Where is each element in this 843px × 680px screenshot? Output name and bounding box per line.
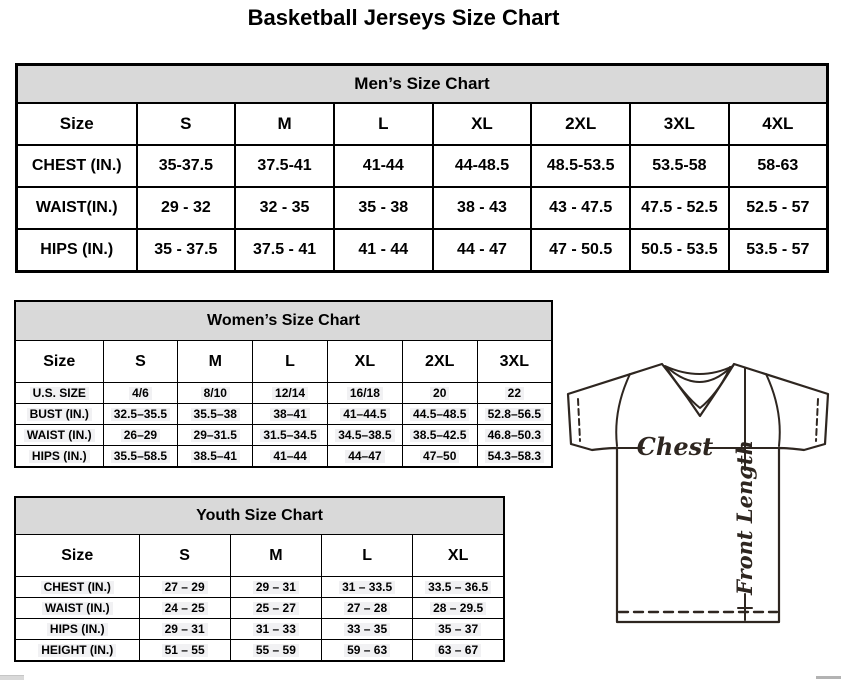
- measurement-value: 35.5–38: [191, 408, 240, 422]
- measurement-label: CHEST (IN.): [31, 157, 122, 174]
- chart-title: Women’s Size Chart: [15, 301, 552, 341]
- measurement-value-cell: [433, 187, 532, 229]
- measurement-value-cell: [230, 619, 321, 640]
- measurement-label: CHEST (IN.): [41, 581, 114, 595]
- measurement-value: 47.5 - 52.5: [641, 199, 718, 216]
- measurement-value: 43 - 47.5: [549, 199, 613, 216]
- measurement-value-cell: [334, 145, 433, 187]
- page-title: Basketball Jerseys Size Chart: [247, 5, 560, 30]
- measurement-value: 41 - 44: [358, 241, 409, 258]
- measurement-row: [15, 404, 552, 425]
- size-column-header: 2XL: [402, 341, 477, 383]
- measurement-label: HIPS (IN.): [40, 241, 114, 258]
- size-column-header: S: [139, 535, 230, 577]
- left-cuff-dashed-line: [578, 399, 580, 441]
- measurement-value: 63 – 67: [435, 644, 481, 658]
- size-column-header: XL: [413, 535, 504, 577]
- jersey-measurement-diagram: [560, 358, 840, 628]
- measurement-value: 20: [430, 387, 449, 401]
- chart-title-band: [17, 65, 828, 104]
- measurement-value-cell: [139, 640, 230, 662]
- measurement-value: 28 – 29.5: [430, 602, 486, 616]
- measurement-value-cell: [253, 425, 328, 446]
- measurement-value-cell: [630, 187, 729, 229]
- measurement-value: 54.3–58.3: [485, 450, 544, 464]
- size-header-row: [17, 103, 828, 145]
- size-column-header: XL: [433, 103, 532, 145]
- measurement-value: 31 – 33: [253, 623, 299, 637]
- size-header-row: [15, 341, 552, 383]
- measurement-value-cell: [137, 187, 236, 229]
- measurement-row: [15, 425, 552, 446]
- measurement-value: 4/6: [129, 387, 152, 401]
- size-column-header: M: [178, 341, 253, 383]
- measurement-value-cell: [729, 229, 828, 272]
- measurement-row: [15, 640, 504, 662]
- size-column-header: XL: [327, 341, 402, 383]
- measurement-label: WAIST (IN.): [42, 602, 113, 616]
- measurement-value: 33 – 35: [344, 623, 390, 637]
- measurement-label-cell: [17, 145, 137, 187]
- measurement-value-cell: [402, 425, 477, 446]
- size-column-header: L: [253, 341, 328, 383]
- measurement-label-cell: [15, 640, 139, 662]
- measurement-value-cell: [178, 446, 253, 468]
- measurement-value-cell: [413, 598, 504, 619]
- measurement-value: 24 – 25: [162, 602, 208, 616]
- measurement-value-cell: [178, 383, 253, 404]
- measurement-row: [15, 619, 504, 640]
- measurement-value: 29–31.5: [191, 429, 240, 443]
- measurement-value: 37.5 - 41: [252, 241, 317, 258]
- measurement-value-cell: [139, 619, 230, 640]
- measurement-value: 38–41: [270, 408, 309, 422]
- chart-title: Youth Size Chart: [15, 497, 504, 535]
- measurement-value: 41–44.5: [340, 408, 389, 422]
- measurement-value: 51 – 55: [162, 644, 208, 658]
- left-armhole-seam: [616, 374, 630, 446]
- mens-size-chart-section: [15, 63, 829, 273]
- measurement-value: 34.5–38.5: [335, 429, 394, 443]
- measurement-row: [15, 598, 504, 619]
- measurement-value-cell: [477, 446, 552, 468]
- measurement-row: [15, 446, 552, 468]
- size-column-header: L: [334, 103, 433, 145]
- measurement-row: [15, 383, 552, 404]
- measurement-value: 47–50: [420, 450, 459, 464]
- measurement-value: 48.5-53.5: [546, 157, 615, 174]
- measurement-value: 37.5-41: [257, 157, 312, 174]
- youth-size-chart-section: [14, 496, 505, 662]
- chart-title-band: [15, 497, 504, 535]
- measurement-value-cell: [103, 425, 178, 446]
- measurement-value-cell: [531, 145, 630, 187]
- size-column-header: Size: [15, 535, 139, 577]
- size-column-header: S: [137, 103, 236, 145]
- measurement-value-cell: [402, 404, 477, 425]
- size-column-header: Size: [17, 103, 137, 145]
- measurement-label-cell: [17, 187, 137, 229]
- measurement-value-cell: [139, 598, 230, 619]
- measurement-value: 44–47: [345, 450, 384, 464]
- measurement-value: 32 - 35: [259, 199, 310, 216]
- measurement-value: 32.5–35.5: [111, 408, 170, 422]
- size-column-header: S: [103, 341, 178, 383]
- measurement-value-cell: [477, 425, 552, 446]
- measurement-row: [17, 187, 828, 229]
- measurement-label-cell: [15, 383, 103, 404]
- measurement-value-cell: [235, 187, 334, 229]
- measurement-value-cell: [729, 145, 828, 187]
- measurement-label-cell: [15, 619, 139, 640]
- measurement-value: 31.5–34.5: [260, 429, 319, 443]
- measurement-value: 35 - 38: [358, 199, 409, 216]
- measurement-value: 52.5 - 57: [746, 199, 810, 216]
- measurement-value: 50.5 - 53.5: [641, 241, 718, 258]
- measurement-value-cell: [327, 383, 402, 404]
- measurement-value-cell: [334, 187, 433, 229]
- measurement-label: HEIGHT (IN.): [38, 644, 116, 658]
- measurement-row: [17, 229, 828, 272]
- measurement-value: 27 – 29: [162, 581, 208, 595]
- measurement-value-cell: [433, 229, 532, 272]
- measurement-value-cell: [178, 425, 253, 446]
- measurement-value-cell: [178, 404, 253, 425]
- measurement-label: HIPS (IN.): [47, 623, 108, 637]
- measurement-value-cell: [327, 446, 402, 468]
- womens-size-table: [14, 300, 553, 468]
- measurement-value: 35-37.5: [158, 157, 213, 174]
- measurement-value-cell: [322, 640, 413, 662]
- measurement-value-cell: [402, 446, 477, 468]
- size-column-header: M: [230, 535, 321, 577]
- measurement-value: 16/18: [347, 387, 383, 401]
- measurement-value-cell: [253, 446, 328, 468]
- measurement-value-cell: [230, 640, 321, 662]
- size-column-header: 2XL: [531, 103, 630, 145]
- measurement-label: BUST (IN.): [27, 408, 92, 422]
- measurement-value-cell: [413, 577, 504, 598]
- measurement-row: [17, 145, 828, 187]
- measurement-value: 53.5 - 57: [746, 241, 810, 258]
- measurement-value-cell: [322, 619, 413, 640]
- measurement-value: 38.5–42.5: [410, 429, 469, 443]
- right-cuff-dashed-line: [816, 399, 818, 441]
- measurement-label-cell: [17, 229, 137, 272]
- measurement-value: 46.8–50.3: [485, 429, 544, 443]
- measurement-value-cell: [477, 383, 552, 404]
- measurement-value-cell: [327, 425, 402, 446]
- measurement-value: 52.8–56.5: [485, 408, 544, 422]
- measurement-label: WAIST(IN.): [35, 199, 118, 216]
- measurement-value-cell: [322, 598, 413, 619]
- mens-size-table: [15, 63, 829, 273]
- measurement-value-cell: [253, 383, 328, 404]
- measurement-label-cell: [15, 404, 103, 425]
- measurement-value-cell: [103, 383, 178, 404]
- measurement-value: 25 – 27: [253, 602, 299, 616]
- measurement-value-cell: [531, 229, 630, 272]
- size-column-header: L: [322, 535, 413, 577]
- measurement-value: 35 – 37: [435, 623, 481, 637]
- measurement-value: 53.5-58: [652, 157, 707, 174]
- measurement-value-cell: [630, 229, 729, 272]
- jersey-outline-shape: [568, 364, 828, 622]
- womens-size-chart-section: [14, 300, 553, 468]
- measurement-label-cell: [15, 446, 103, 468]
- size-column-header: 4XL: [729, 103, 828, 145]
- measurement-value: 29 - 32: [160, 199, 211, 216]
- measurement-value-cell: [235, 145, 334, 187]
- measurement-value-cell: [433, 145, 532, 187]
- measurement-value: 12/14: [272, 387, 308, 401]
- measurement-row: [15, 577, 504, 598]
- measurement-value: 31 – 33.5: [339, 581, 395, 595]
- measurement-value-cell: [322, 577, 413, 598]
- size-header-row: [15, 535, 504, 577]
- measurement-value-cell: [729, 187, 828, 229]
- measurement-value-cell: [103, 446, 178, 468]
- measurement-value-cell: [235, 229, 334, 272]
- measurement-value-cell: [630, 145, 729, 187]
- measurement-label: WAIST (IN.): [24, 429, 95, 443]
- measurement-value: 59 – 63: [344, 644, 390, 658]
- measurement-value: 38.5–41: [191, 450, 240, 464]
- measurement-value-cell: [327, 404, 402, 425]
- front-length-label: Front Length: [732, 440, 757, 595]
- measurement-value: 35 - 37.5: [154, 241, 218, 258]
- measurement-value: 41-44: [362, 157, 404, 174]
- chart-title-band: [15, 301, 552, 341]
- measurement-value-cell: [103, 404, 178, 425]
- youth-size-table: [14, 496, 505, 662]
- measurement-value-cell: [413, 619, 504, 640]
- measurement-value-cell: [531, 187, 630, 229]
- measurement-value-cell: [137, 229, 236, 272]
- measurement-value: 35.5–58.5: [111, 450, 170, 464]
- size-column-header: Size: [15, 341, 103, 383]
- measurement-label: U.S. SIZE: [30, 387, 89, 401]
- measurement-value: 29 – 31: [253, 581, 299, 595]
- measurement-label-cell: [15, 577, 139, 598]
- measurement-value: 27 – 28: [344, 602, 390, 616]
- measurement-value-cell: [139, 577, 230, 598]
- measurement-value: 55 – 59: [253, 644, 299, 658]
- measurement-value: 29 – 31: [162, 623, 208, 637]
- measurement-label: HIPS (IN.): [29, 450, 90, 464]
- measurement-value: 44.5–48.5: [410, 408, 469, 422]
- measurement-value-cell: [253, 404, 328, 425]
- measurement-label-cell: [15, 598, 139, 619]
- chest-label: Chest: [636, 432, 714, 461]
- scrollbar-fragment-left: [0, 675, 24, 680]
- measurement-value-cell: [402, 383, 477, 404]
- measurement-value: 33.5 – 36.5: [425, 581, 491, 595]
- measurement-value: 8/10: [201, 387, 230, 401]
- measurement-value: 41–44: [270, 450, 309, 464]
- measurement-label-cell: [15, 425, 103, 446]
- measurement-value-cell: [477, 404, 552, 425]
- size-column-header: 3XL: [477, 341, 552, 383]
- measurement-value-cell: [230, 577, 321, 598]
- measurement-value: 58-63: [757, 157, 799, 174]
- size-column-header: M: [235, 103, 334, 145]
- measurement-value: 26–29: [121, 429, 160, 443]
- measurement-value: 44 - 47: [457, 241, 507, 258]
- measurement-value: 38 - 43: [457, 199, 507, 216]
- measurement-value: 22: [505, 387, 524, 401]
- measurement-value-cell: [334, 229, 433, 272]
- measurement-value: 47 - 50.5: [549, 241, 613, 258]
- measurement-value-cell: [137, 145, 236, 187]
- measurement-value-cell: [413, 640, 504, 662]
- chart-title: Men’s Size Chart: [17, 65, 828, 104]
- right-armhole-seam: [766, 374, 780, 446]
- size-column-header: 3XL: [630, 103, 729, 145]
- measurement-value: 44-48.5: [454, 157, 510, 174]
- measurement-value-cell: [230, 598, 321, 619]
